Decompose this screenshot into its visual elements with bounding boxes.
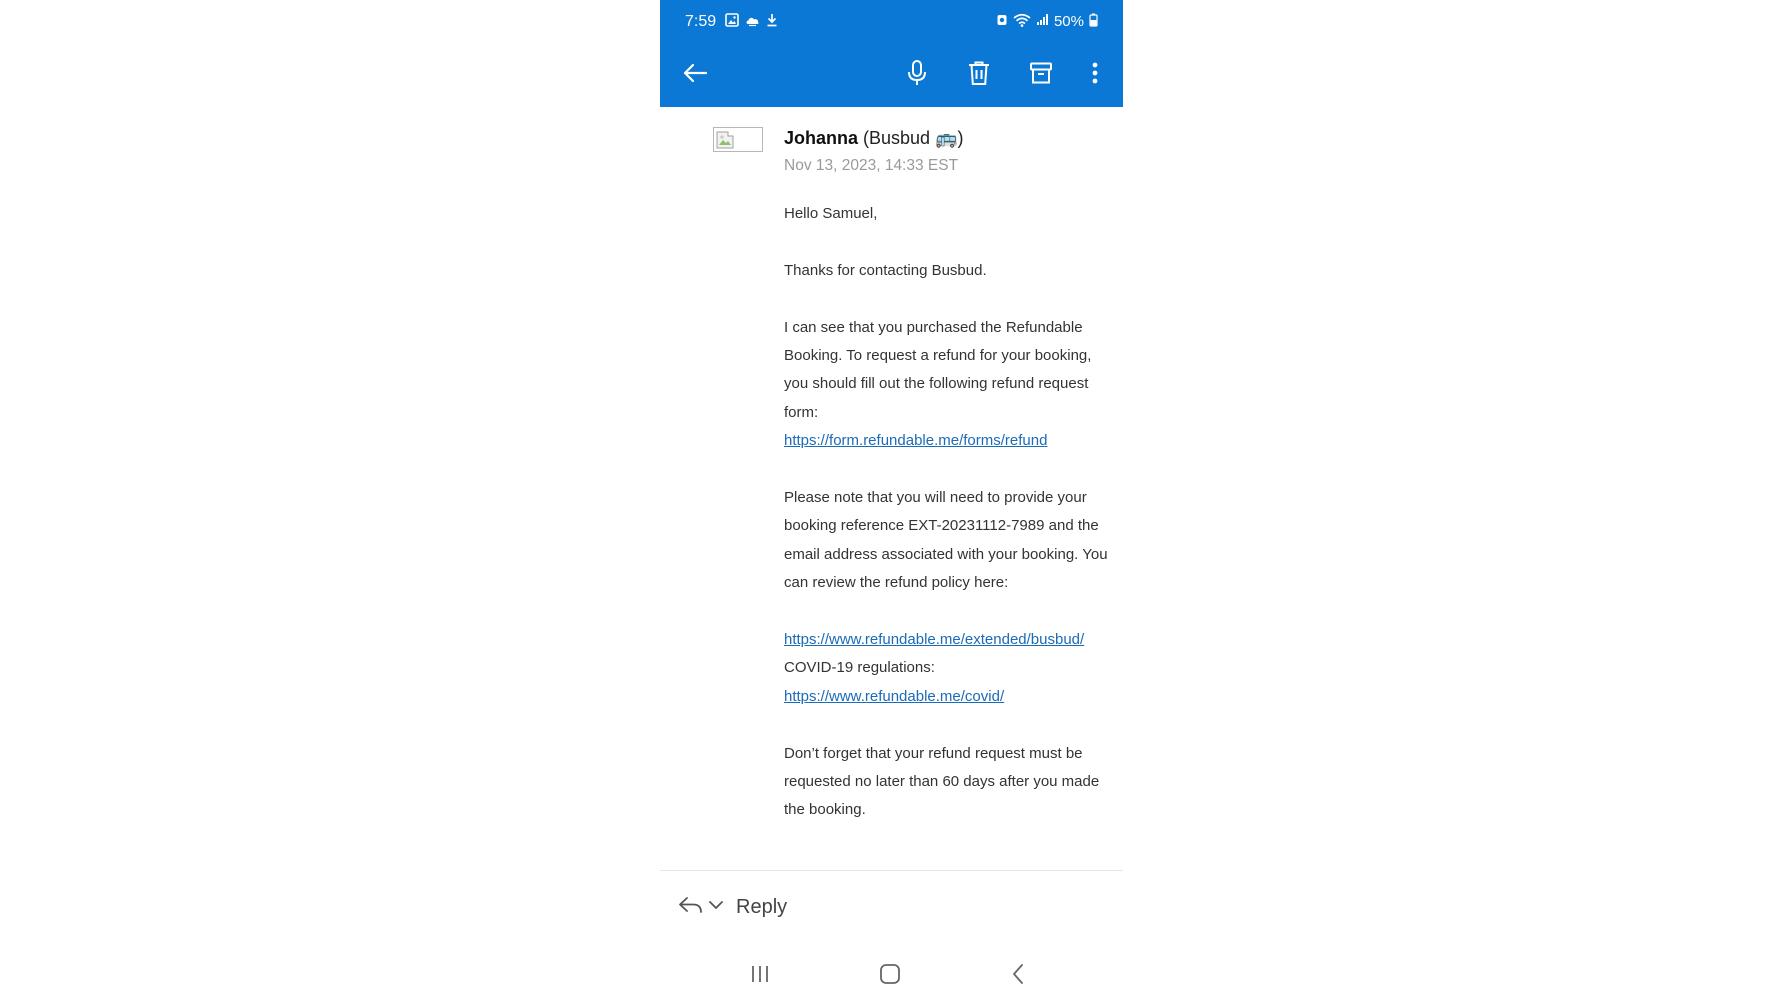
battery-icon (1089, 13, 1098, 32)
status-notification-icons (725, 13, 778, 32)
sender-organization: (Busbud 🚌) (858, 128, 964, 148)
email-toolbar (660, 44, 1123, 107)
reply-label: Reply (736, 895, 788, 918)
status-system-icons (996, 12, 1098, 32)
reply-button[interactable] (678, 890, 787, 924)
home-button[interactable] (875, 963, 905, 989)
more-vertical-icon (1091, 61, 1099, 90)
system-back-button[interactable] (1003, 963, 1033, 989)
sender-avatar (713, 127, 763, 152)
signal-icon (1036, 13, 1049, 31)
broken-image-icon (716, 131, 736, 149)
download-icon (766, 13, 778, 32)
trash-icon (967, 60, 991, 91)
battery-percent: 50% (1053, 13, 1084, 30)
cloud-sync-icon (745, 13, 760, 32)
deadline-note: Don’t forget that your refund request must be requested no later than 60 days after you made the booking. (784, 744, 1100, 819)
covid-label: COVID-19 regulations: (784, 659, 935, 677)
status-time: 7:59 (685, 13, 717, 30)
thanks-line: Thanks for contacting Busbud. (784, 261, 987, 279)
greeting: Hello Samuel, (784, 205, 878, 222)
wifi-icon (1013, 13, 1031, 32)
arrow-left-icon (682, 62, 708, 89)
divider (660, 870, 1123, 871)
reply-arrow-icon (678, 895, 704, 920)
chevron-down-icon[interactable] (708, 898, 724, 916)
back-chevron-icon (1011, 963, 1025, 990)
refund-policy-link[interactable]: https://www.refundable.me/extended/busbud/ (784, 631, 1085, 649)
microphone-icon (906, 59, 928, 92)
more-options-button[interactable] (1074, 54, 1116, 96)
recents-button[interactable] (745, 963, 775, 989)
covid-link[interactable]: https://www.refundable.me/covid/ (784, 687, 1005, 705)
home-icon (879, 963, 901, 990)
refund-form-link[interactable]: https://form.refundable.me/forms/refund (784, 432, 1048, 450)
recents-icon (749, 964, 771, 989)
email-body (784, 200, 1114, 825)
archive-button[interactable] (1020, 54, 1062, 96)
back-button[interactable] (674, 54, 716, 96)
system-nav-bar (660, 955, 1123, 995)
alarm-icon (996, 13, 1008, 32)
microphone-button[interactable] (896, 54, 938, 96)
booking-reference-note: Please note that you will need to provide your booking reference EXT-20231112-7989 and the email address associated with your booking. You can review the refund policy here: (784, 489, 1108, 592)
email-date: Nov 13, 2023, 14:33 EST (784, 157, 959, 174)
sender-name: Johanna (784, 128, 859, 148)
archive-icon (1029, 61, 1053, 90)
sender-line (784, 127, 963, 149)
phone-screen (660, 0, 1123, 1000)
refund-instructions: I can see that you purchased the Refundable Booking. To request a refund for your booking, you should fill out the following refund request form: (784, 318, 1092, 421)
delete-button[interactable] (958, 54, 1000, 96)
app-header (660, 0, 1123, 107)
status-bar (660, 0, 1123, 44)
image-icon (725, 13, 739, 32)
